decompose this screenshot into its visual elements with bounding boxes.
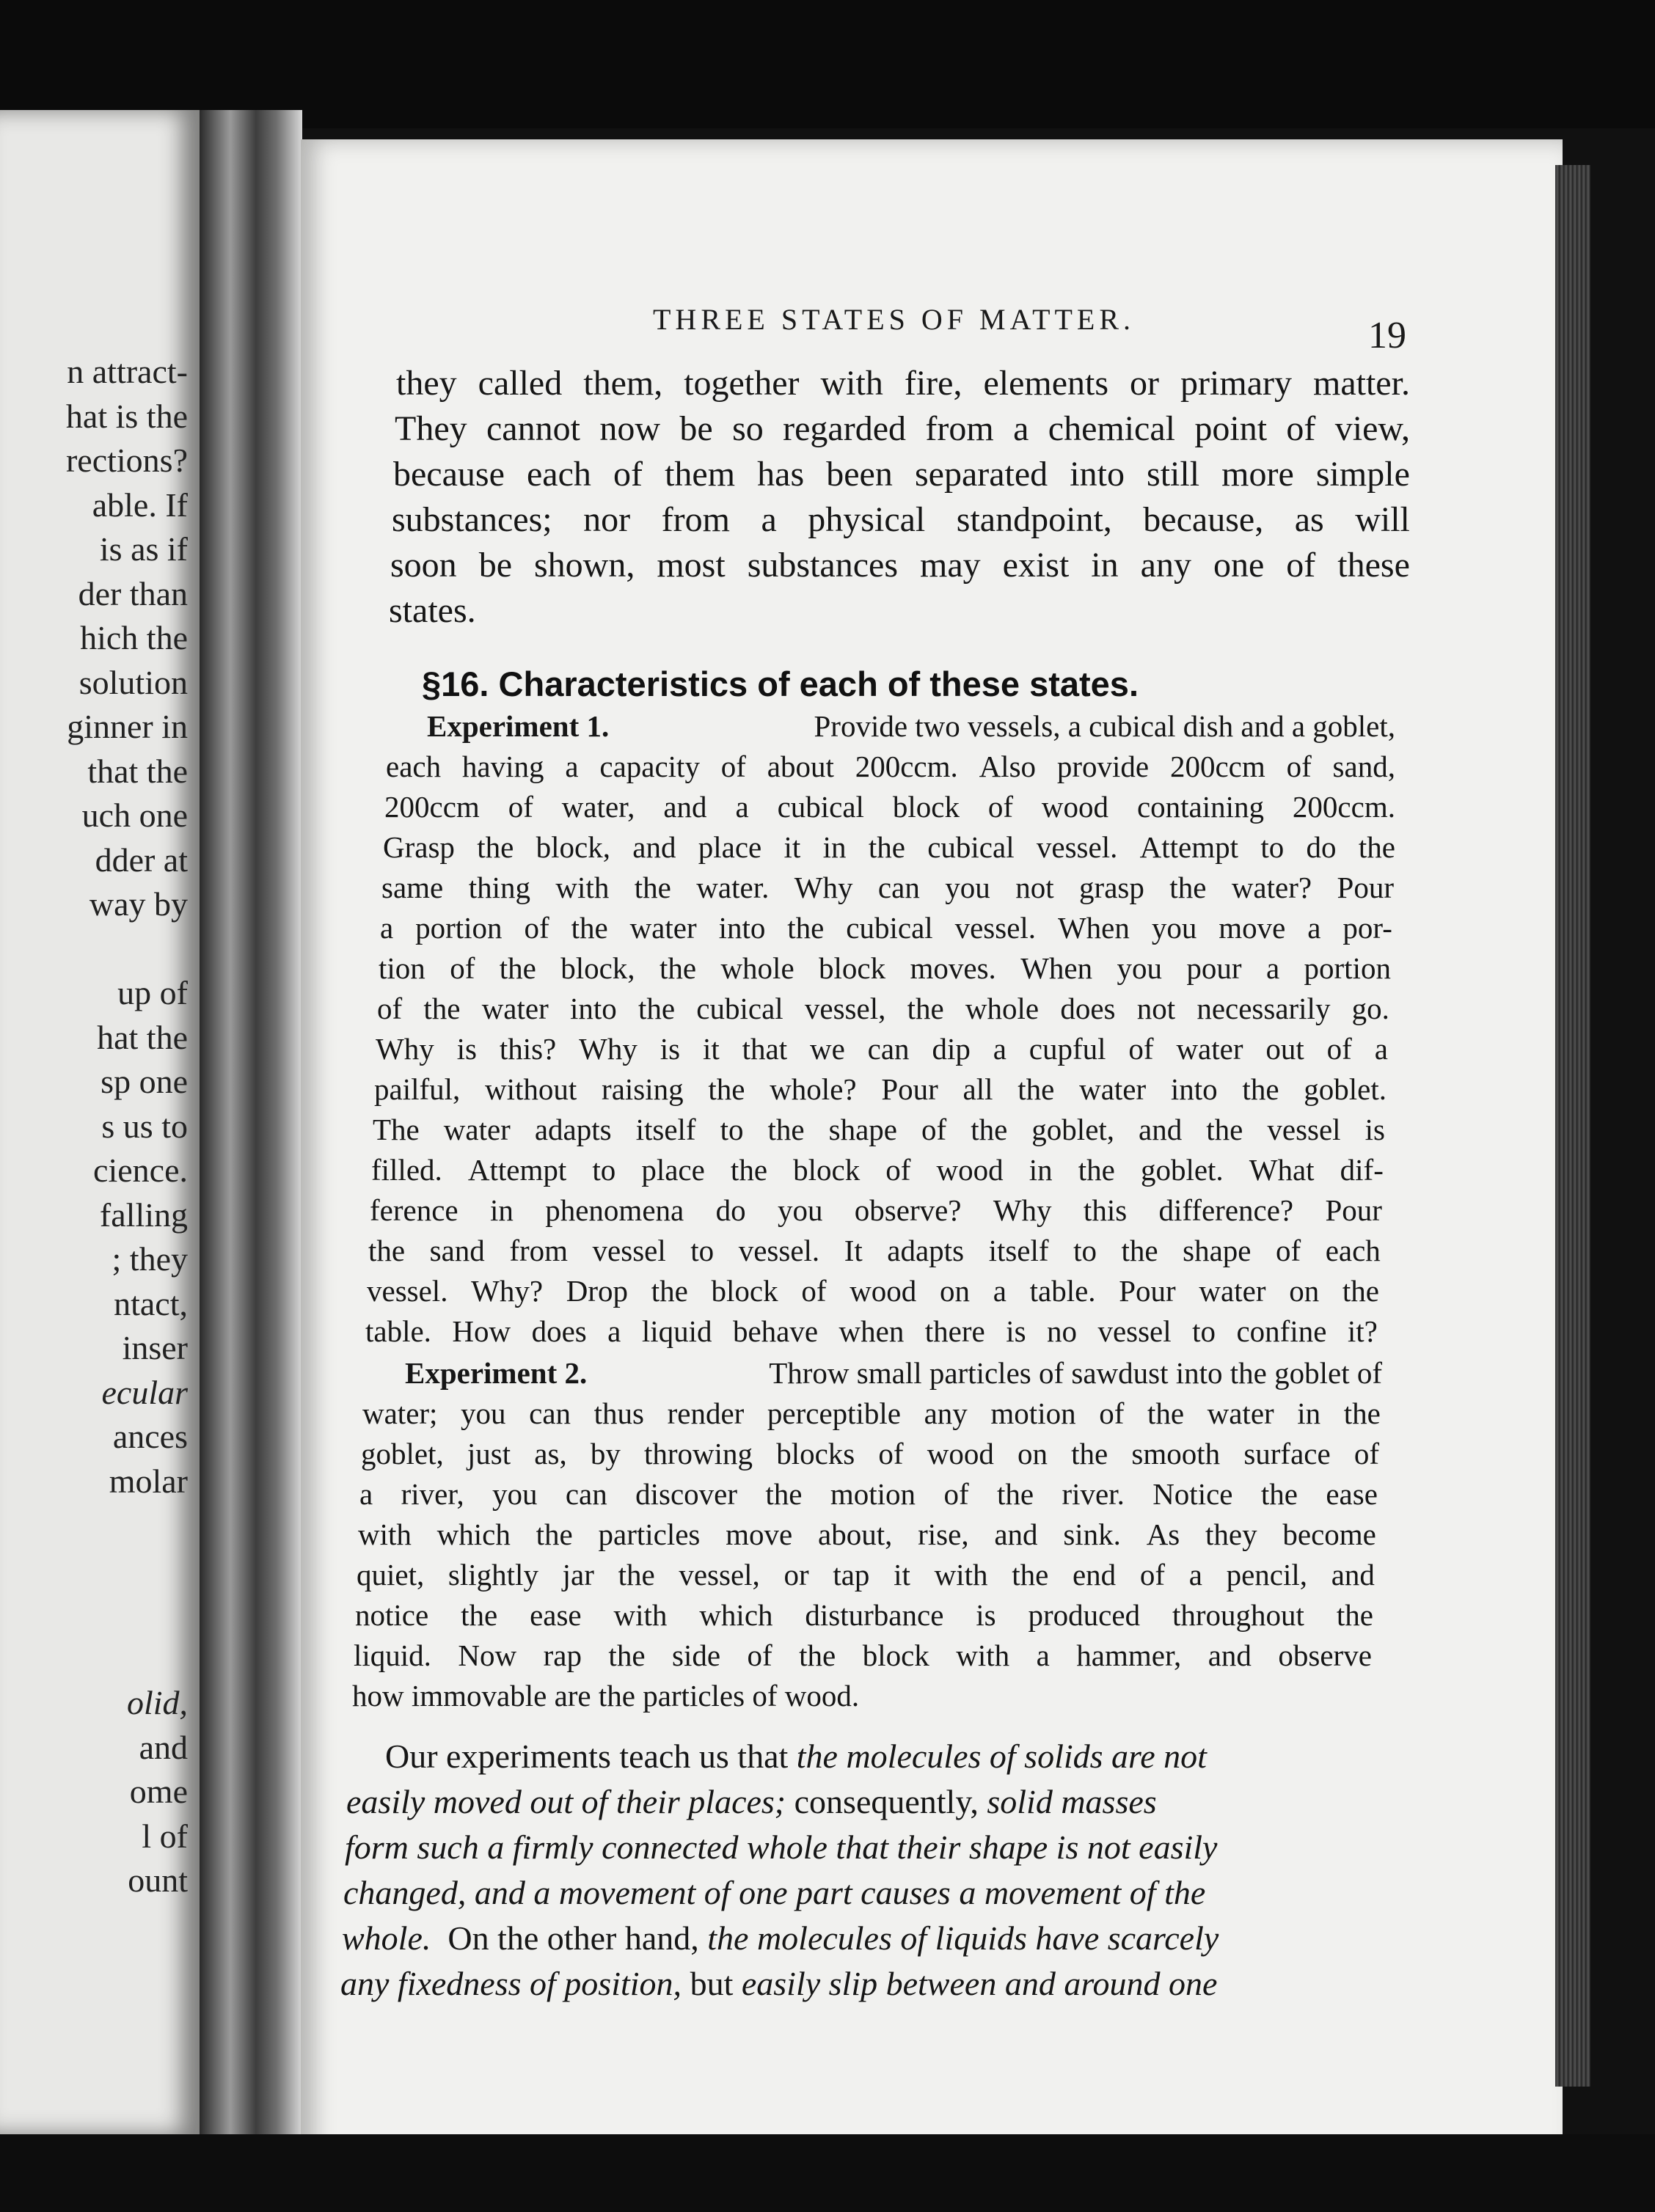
scan-background-bottom bbox=[0, 2134, 1655, 2212]
experiment-line: with which the particles move about, rise, and sink. As they become bbox=[358, 1517, 1376, 1551]
left-page-fragment: hich the bbox=[80, 619, 188, 656]
conclusion-line: easily moved out of their places; consequently, solid masses bbox=[346, 1783, 1157, 1820]
experiment-line: Grasp the block, and place it in the cubical vessel. Attempt to do the bbox=[383, 830, 1395, 864]
conclusion-line bbox=[345, 1828, 1217, 1867]
left-page-fragment: and bbox=[139, 1728, 188, 1766]
left-page-fragment: sp one bbox=[101, 1063, 188, 1100]
experiment-line: how immovable are the particles of wood. bbox=[352, 1679, 860, 1713]
left-page-fragment: inser bbox=[122, 1329, 188, 1366]
emphasis: whole. bbox=[342, 1919, 431, 1957]
left-page-fragment: ecular bbox=[101, 1373, 188, 1411]
experiment-line: filled. Attempt to place the block of wood in the goblet. What dif- bbox=[371, 1153, 1384, 1187]
left-page-fragment: is as if bbox=[99, 530, 188, 568]
experiment-line: liquid. Now rap the side of the block with a hammer, and observe bbox=[354, 1638, 1372, 1672]
emphasis: form such a firmly connected whole that their shape is not easily bbox=[345, 1828, 1218, 1866]
experiment-line: vessel. Why? Drop the block of wood on a table. Pour water on the bbox=[367, 1274, 1379, 1308]
page-edges bbox=[1555, 165, 1590, 2087]
left-page-fragment: uch one bbox=[81, 796, 188, 834]
intro-line: states. bbox=[389, 591, 476, 630]
emphasis: solid masses bbox=[987, 1783, 1157, 1820]
experiment-line: pailful, without raising the whole? Pour all the water into the goblet. bbox=[374, 1072, 1387, 1106]
left-page-fragment: ntact, bbox=[114, 1284, 188, 1322]
left-page-fragment: olid, bbox=[126, 1684, 188, 1721]
page-number: 19 bbox=[1368, 315, 1406, 356]
book-gutter bbox=[200, 110, 302, 2134]
left-page-fragment: s us to bbox=[101, 1107, 188, 1145]
left-page-fragment: dder at bbox=[95, 841, 188, 879]
conclusion-line: Our experiments teach us that the molecules of solids are not bbox=[385, 1737, 1207, 1775]
intro-line: substances; nor from a physical standpoint, because, as will bbox=[392, 500, 1410, 539]
conclusion-line: any fixedness of position, but easily slip between and around one bbox=[340, 1965, 1218, 2002]
intro-line: because each of them has been separated into still more simple bbox=[393, 455, 1410, 494]
section-heading bbox=[422, 664, 1139, 704]
left-page-fragment: ances bbox=[112, 1418, 188, 1455]
experiment-line: water; you can thus render perceptible any motion of the water in the bbox=[362, 1396, 1381, 1430]
left-page-fragment: hat the bbox=[97, 1018, 188, 1056]
emphasis: changed, and a movement of one part causes a movement of the bbox=[343, 1874, 1206, 1911]
intro-line: they called them, together with fire, elements or primary matter. bbox=[396, 364, 1410, 403]
left-page-fragment: ount bbox=[128, 1861, 188, 1899]
intro-line: They cannot now be so regarded from a chemical point of view, bbox=[395, 409, 1410, 448]
left-page-fragment: able. If bbox=[92, 486, 188, 524]
left-page-fragment: that the bbox=[87, 752, 188, 790]
running-header: THREE STATES OF MATTER. bbox=[653, 303, 1136, 336]
left-page-fragment: way by bbox=[89, 885, 188, 923]
left-page-fragment: der than bbox=[78, 574, 188, 612]
conclusion-line bbox=[343, 1873, 1205, 1912]
emphasis: easily slip between and around one bbox=[741, 1965, 1218, 2002]
experiment-line: tion of the block, the whole block moves. When you pour a portion bbox=[379, 951, 1391, 985]
experiment-line: Throw small particles of sawdust into the goblet of bbox=[769, 1356, 1382, 1390]
experiment-1-label: Experiment 1. bbox=[427, 709, 610, 743]
experiment-line: table. How does a liquid behave when there is no vessel to confine it? bbox=[365, 1314, 1378, 1348]
experiment-line: same thing with the water. Why can you not grasp the water? Pour bbox=[381, 871, 1394, 904]
experiment-line: a river, you can discover the motion of the river. Notice the ease bbox=[359, 1477, 1378, 1511]
left-page-fragment: n attract- bbox=[67, 353, 188, 390]
section-number: 16. bbox=[441, 664, 489, 703]
experiment-line: quiet, slightly jar the vessel, or tap it with the end of a pencil, and bbox=[357, 1558, 1375, 1592]
experiment-line: of the water into the cubical vessel, the whole does not necessarily go. bbox=[377, 992, 1389, 1025]
emphasis: the molecules of liquids have scarcely bbox=[707, 1919, 1219, 1957]
section-symbol: § bbox=[422, 664, 442, 703]
left-page-fragment: ome bbox=[129, 1773, 188, 1810]
left-page-fragment: hat is the bbox=[65, 397, 188, 435]
experiment-line: Why is this? Why is it that we can dip a cupful of water out of a bbox=[376, 1032, 1388, 1066]
experiment-2-label: Experiment 2. bbox=[405, 1356, 588, 1390]
left-page-fragment: molar bbox=[109, 1462, 188, 1500]
experiment-line: the sand from vessel to vessel. It adapts itself to the shape of each bbox=[368, 1234, 1381, 1267]
experiment-line: each having a capacity of about 200ccm. Also provide 200ccm of sand, bbox=[386, 750, 1395, 783]
experiment-line: notice the ease with which disturbance is produced throughout the bbox=[355, 1598, 1373, 1632]
experiment-line: a portion of the water into the cubical vessel. When you move a por- bbox=[380, 911, 1392, 945]
left-page-fragment: ginner in bbox=[67, 708, 188, 745]
left-page-fragment: up of bbox=[117, 974, 188, 1011]
experiment-line: 200ccm of water, and a cubical block of wood containing 200ccm. bbox=[384, 790, 1395, 824]
intro-line: soon be shown, most substances may exist in any one of these bbox=[390, 546, 1410, 585]
emphasis: any fixedness of position, bbox=[340, 1965, 682, 2002]
left-page-fragment: l of bbox=[142, 1817, 188, 1855]
left-page bbox=[0, 110, 200, 2134]
scan-background-top bbox=[0, 0, 1655, 128]
experiment-line: ference in phenomena do you observe? Why this difference? Pour bbox=[370, 1193, 1382, 1227]
conclusion-line: whole. On the other hand, the molecules of liquids have scarcely bbox=[342, 1919, 1219, 1957]
experiment-line: The water adapts itself to the shape of the goblet, and the vessel is bbox=[373, 1113, 1385, 1146]
emphasis: easily moved out of their places; bbox=[346, 1783, 786, 1820]
emphasis: the molecules of solids are not bbox=[796, 1737, 1207, 1775]
experiment-line: Provide two vessels, a cubical dish and a goblet, bbox=[814, 709, 1395, 743]
left-page-fragment: ; they bbox=[112, 1240, 188, 1278]
left-page-fragment: rections? bbox=[65, 442, 188, 479]
left-page-fragment: falling bbox=[99, 1195, 188, 1234]
experiment-line: goblet, just as, by throwing blocks of wood on the smooth surface of bbox=[361, 1437, 1379, 1471]
section-title: Characteristics of each of these states. bbox=[498, 664, 1139, 703]
left-page-fragment: solution bbox=[78, 663, 188, 701]
left-page-fragment: cience. bbox=[93, 1151, 188, 1189]
